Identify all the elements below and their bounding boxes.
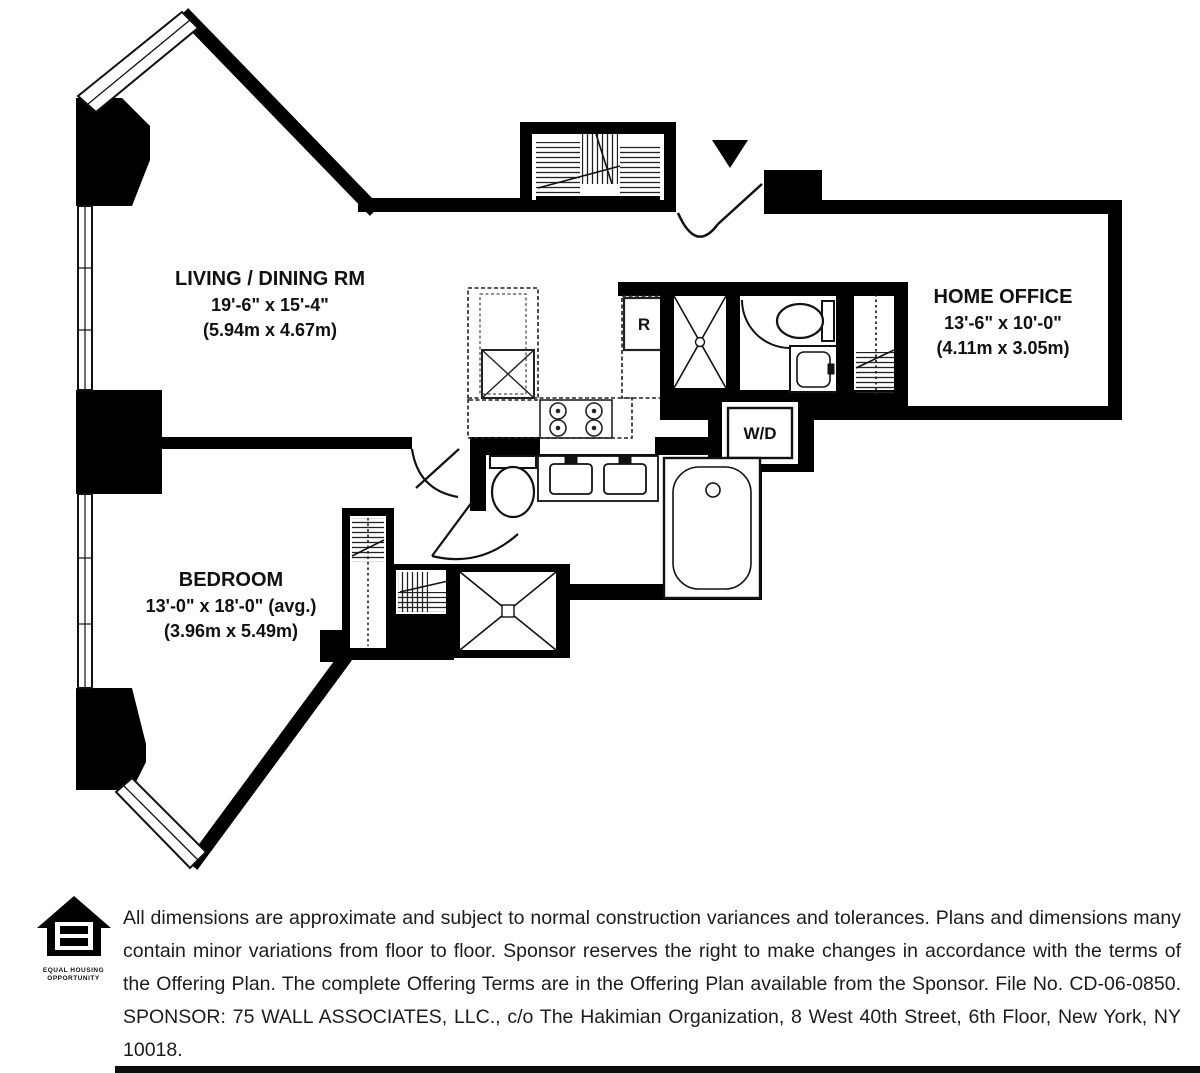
bottom-border-bar — [115, 1066, 1200, 1073]
disclaimer-text: All dimensions are approximate and subject to normal construction variances and tolerances. Plans and dimensions many contain minor variations from floor to floor. Sponsor reserves the right to make changes in accordance with the terms of the Offering Plan. The complete Offering Terms are in the Offering Plan available from the Sponsor. File No. CD-06-0850. SPONSOR: 75 WALL ASSOCIATES, LLC., c/o The Hakimian Organization, 8 West 40th Street, 6th Floor, New York, NY 10018. — [123, 906, 1181, 1061]
refrigerator-label: R — [637, 315, 651, 334]
entry — [520, 122, 762, 237]
bedroom-shower — [446, 564, 570, 658]
entrance-arrow-icon — [712, 140, 748, 168]
bedroom-door-leaf — [432, 502, 472, 556]
footer — [0, 882, 1200, 1062]
powder-room — [742, 282, 854, 406]
living-room-name: LIVING / DINING RM — [175, 268, 365, 290]
bedroom-name: BEDROOM — [178, 569, 284, 591]
living-room-dims-ft: 19'-6" x 15'-4" — [211, 295, 329, 315]
entry-closet — [520, 122, 676, 212]
hall-door-leaf — [416, 449, 459, 488]
kitchen-counter-bottom — [468, 398, 632, 438]
bedroom-closet-tall — [342, 508, 394, 658]
home-office-dims-ft: 13'-6" x 10'-0" — [944, 313, 1062, 333]
kitchen-sink — [482, 350, 534, 398]
bedroom-dims-m: (3.96m x 5.49m) — [163, 621, 299, 641]
entry-door-leaf — [718, 184, 762, 224]
kitchen — [468, 288, 666, 438]
bath-toilet — [490, 456, 536, 517]
equal-housing-house-icon — [35, 894, 113, 960]
equal-housing-text-line2: OPPORTUNITY — [47, 975, 100, 982]
home-office-name: HOME OFFICE — [933, 286, 1073, 308]
powder-toilet — [777, 301, 834, 341]
bedroom-area — [342, 449, 570, 658]
equal-housing-logo — [26, 894, 121, 983]
powder-sink — [790, 346, 838, 392]
entry-door-swing — [678, 213, 718, 237]
stove — [540, 400, 612, 438]
hall-shower — [660, 282, 740, 402]
bedroom-dims-ft: 13'-0" x 18'-0" (avg.) — [145, 596, 317, 616]
washer-dryer-label: W/D — [743, 424, 777, 443]
home-office-dims-m: (4.11m x 3.05m) — [936, 338, 1070, 358]
living-room-dims-m: (5.94m x 4.67m) — [202, 320, 338, 340]
double-vanity — [538, 456, 658, 501]
equal-housing-text-line1: EQUAL HOUSING — [42, 967, 105, 974]
kitchen-counter-right — [622, 296, 666, 398]
bathtub — [664, 458, 760, 598]
kitchen-counter-left — [468, 288, 538, 400]
